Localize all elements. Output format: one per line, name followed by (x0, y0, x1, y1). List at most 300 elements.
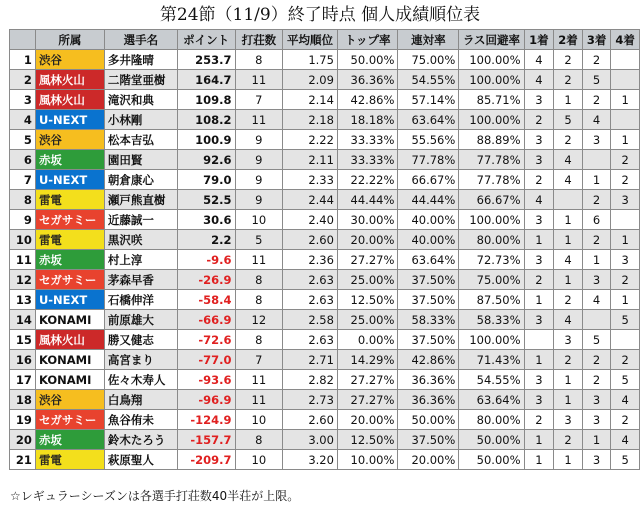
cell-1st: 4 (524, 70, 554, 90)
cell-games: 9 (235, 190, 283, 210)
cell-1st: 3 (524, 150, 554, 170)
cell-last-avoid-rate: 80.00% (459, 410, 524, 430)
cell-rank: 12 (10, 270, 36, 290)
cell-4th: 1 (611, 130, 640, 150)
cell-rentai-rate: 55.56% (398, 130, 459, 150)
cell-games: 8 (235, 430, 283, 450)
cell-rentai-rate: 36.36% (398, 370, 459, 390)
cell-player: 瀬戸熊直樹 (104, 190, 177, 210)
cell-4th (611, 210, 640, 230)
table-row (10, 290, 640, 310)
cell-2nd: 4 (554, 310, 583, 330)
cell-player: 近藤誠一 (104, 210, 177, 230)
cell-2nd: 2 (554, 430, 583, 450)
cell-player: 滝沢和典 (104, 90, 177, 110)
cell-rentai-rate: 36.36% (398, 390, 459, 410)
cell-1st: 3 (524, 210, 554, 230)
cell-top-rate: 20.00% (337, 410, 397, 430)
cell-avg-rank: 2.11 (283, 150, 338, 170)
table-row (10, 110, 640, 130)
cell-avg-rank: 3.00 (283, 430, 338, 450)
cell-last-avoid-rate: 100.00% (459, 330, 524, 350)
cell-team: 雷電 (35, 230, 104, 250)
cell-4th (611, 70, 640, 90)
cell-games: 9 (235, 150, 283, 170)
cell-3rd: 2 (582, 50, 611, 70)
footnote: ☆レギュラーシーズンは各選手打荘数40半荘が上限。 (10, 489, 300, 503)
cell-3rd: 2 (582, 90, 611, 110)
table-row (10, 390, 640, 410)
cell-points: -124.9 (177, 410, 235, 430)
cell-2nd: 1 (554, 390, 583, 410)
cell-player: 佐々木寿人 (104, 370, 177, 390)
cell-top-rate: 27.27% (337, 370, 397, 390)
cell-rentai-rate: 63.64% (398, 250, 459, 270)
cell-2nd: 3 (554, 410, 583, 430)
cell-team: 赤坂 (35, 430, 104, 450)
table-row (10, 410, 640, 430)
cell-avg-rank: 2.71 (283, 350, 338, 370)
cell-last-avoid-rate: 80.00% (459, 230, 524, 250)
cell-top-rate: 18.18% (337, 110, 397, 130)
cell-3rd: 4 (582, 110, 611, 130)
cell-points: -66.9 (177, 310, 235, 330)
cell-3rd: 3 (582, 130, 611, 150)
cell-points: 79.0 (177, 170, 235, 190)
cell-team: KONAMI (35, 370, 104, 390)
cell-3rd: 1 (582, 250, 611, 270)
cell-last-avoid-rate: 58.33% (459, 310, 524, 330)
cell-1st: 2 (524, 110, 554, 130)
cell-games: 8 (235, 50, 283, 70)
table-row (10, 130, 640, 150)
cell-last-avoid-rate: 71.43% (459, 350, 524, 370)
cell-points: 100.9 (177, 130, 235, 150)
cell-avg-rank: 2.82 (283, 370, 338, 390)
table-row (10, 170, 640, 190)
table-row (10, 190, 640, 210)
cell-points: -96.9 (177, 390, 235, 410)
cell-top-rate: 10.00% (337, 450, 397, 470)
cell-games: 11 (235, 70, 283, 90)
cell-3rd: 2 (582, 370, 611, 390)
cell-games: 10 (235, 450, 283, 470)
cell-4th: 5 (611, 310, 640, 330)
cell-3rd: 4 (582, 290, 611, 310)
cell-points: -77.0 (177, 350, 235, 370)
cell-2nd: 1 (554, 90, 583, 110)
cell-4th: 1 (611, 230, 640, 250)
cell-games: 11 (235, 390, 283, 410)
cell-last-avoid-rate: 100.00% (459, 70, 524, 90)
cell-points: 164.7 (177, 70, 235, 90)
cell-team: 風林火山 (35, 70, 104, 90)
cell-rentai-rate: 50.00% (398, 410, 459, 430)
cell-avg-rank: 2.60 (283, 410, 338, 430)
cell-avg-rank: 2.22 (283, 130, 338, 150)
cell-last-avoid-rate: 88.89% (459, 130, 524, 150)
cell-4th (611, 110, 640, 130)
cell-3rd (582, 150, 611, 170)
cell-3rd (582, 310, 611, 330)
cell-top-rate: 20.00% (337, 230, 397, 250)
cell-rank: 16 (10, 350, 36, 370)
cell-player: 萩原聖人 (104, 450, 177, 470)
cell-top-rate: 22.22% (337, 170, 397, 190)
table-header-row (10, 30, 640, 50)
cell-avg-rank: 3.20 (283, 450, 338, 470)
cell-2nd: 4 (554, 150, 583, 170)
cell-team: U-NEXT (35, 290, 104, 310)
cell-top-rate: 27.27% (337, 390, 397, 410)
header-avg-rank: 平均順位 (283, 30, 338, 50)
cell-team: 渋谷 (35, 130, 104, 150)
cell-last-avoid-rate: 54.55% (459, 370, 524, 390)
cell-last-avoid-rate: 100.00% (459, 50, 524, 70)
cell-2nd: 1 (554, 230, 583, 250)
cell-avg-rank: 2.58 (283, 310, 338, 330)
cell-1st: 4 (524, 50, 554, 70)
cell-1st: 3 (524, 390, 554, 410)
cell-last-avoid-rate: 87.50% (459, 290, 524, 310)
cell-rank: 6 (10, 150, 36, 170)
cell-rank: 10 (10, 230, 36, 250)
cell-games: 11 (235, 250, 283, 270)
header-team: 所属 (35, 30, 104, 50)
cell-last-avoid-rate: 85.71% (459, 90, 524, 110)
cell-player: 松本吉弘 (104, 130, 177, 150)
cell-2nd: 4 (554, 170, 583, 190)
cell-player: 茅森早香 (104, 270, 177, 290)
header-1st: 1着 (524, 30, 554, 50)
cell-last-avoid-rate: 77.78% (459, 170, 524, 190)
cell-1st: 3 (524, 130, 554, 150)
cell-rank: 2 (10, 70, 36, 90)
cell-team: KONAMI (35, 350, 104, 370)
page-title: 第24節（11/9）終了時点 個人成績順位表 (159, 5, 481, 25)
cell-avg-rank: 2.18 (283, 110, 338, 130)
cell-4th: 3 (611, 190, 640, 210)
cell-last-avoid-rate: 66.67% (459, 190, 524, 210)
cell-player: 勝又健志 (104, 330, 177, 350)
cell-last-avoid-rate: 100.00% (459, 210, 524, 230)
cell-player: 石橋伸洋 (104, 290, 177, 310)
cell-player: 黒沢咲 (104, 230, 177, 250)
table-row (10, 430, 640, 450)
cell-player: 園田賢 (104, 150, 177, 170)
cell-3rd: 2 (582, 190, 611, 210)
cell-4th: 2 (611, 170, 640, 190)
ranking-table (9, 29, 640, 470)
cell-top-rate: 42.86% (337, 90, 397, 110)
table-row (10, 350, 640, 370)
cell-games: 10 (235, 410, 283, 430)
cell-avg-rank: 2.44 (283, 190, 338, 210)
cell-avg-rank: 1.75 (283, 50, 338, 70)
cell-rank: 20 (10, 430, 36, 450)
cell-2nd: 1 (554, 270, 583, 290)
table-row (10, 70, 640, 90)
cell-avg-rank: 2.40 (283, 210, 338, 230)
cell-3rd: 3 (582, 410, 611, 430)
cell-games: 9 (235, 130, 283, 150)
header-top-rate: トップ率 (337, 30, 397, 50)
cell-last-avoid-rate: 75.00% (459, 270, 524, 290)
cell-rentai-rate: 20.00% (398, 450, 459, 470)
cell-1st: 1 (524, 350, 554, 370)
cell-3rd: 1 (582, 170, 611, 190)
cell-4th (611, 330, 640, 350)
cell-1st: 3 (524, 310, 554, 330)
cell-rank: 4 (10, 110, 36, 130)
cell-team: 雷電 (35, 190, 104, 210)
cell-2nd (554, 190, 583, 210)
cell-4th: 2 (611, 270, 640, 290)
cell-1st (524, 330, 554, 350)
cell-rentai-rate: 57.14% (398, 90, 459, 110)
cell-rentai-rate: 58.33% (398, 310, 459, 330)
cell-rank: 21 (10, 450, 36, 470)
cell-top-rate: 30.00% (337, 210, 397, 230)
cell-1st: 1 (524, 230, 554, 250)
cell-team: 渋谷 (35, 390, 104, 410)
table-row (10, 450, 640, 470)
cell-3rd: 2 (582, 230, 611, 250)
cell-top-rate: 25.00% (337, 270, 397, 290)
cell-2nd: 1 (554, 370, 583, 390)
cell-top-rate: 27.27% (337, 250, 397, 270)
cell-4th: 1 (611, 90, 640, 110)
cell-rank: 9 (10, 210, 36, 230)
cell-top-rate: 12.50% (337, 430, 397, 450)
cell-1st: 2 (524, 410, 554, 430)
cell-avg-rank: 2.33 (283, 170, 338, 190)
cell-team: U-NEXT (35, 170, 104, 190)
cell-1st: 1 (524, 450, 554, 470)
cell-games: 8 (235, 290, 283, 310)
cell-top-rate: 12.50% (337, 290, 397, 310)
cell-2nd: 4 (554, 250, 583, 270)
cell-points: 30.6 (177, 210, 235, 230)
table-row (10, 250, 640, 270)
cell-points: 108.2 (177, 110, 235, 130)
cell-3rd: 3 (582, 450, 611, 470)
cell-player: 小林剛 (104, 110, 177, 130)
cell-1st: 2 (524, 170, 554, 190)
cell-games: 11 (235, 370, 283, 390)
cell-4th: 5 (611, 370, 640, 390)
cell-points: -157.7 (177, 430, 235, 450)
cell-rentai-rate: 37.50% (398, 430, 459, 450)
cell-1st: 1 (524, 290, 554, 310)
cell-3rd: 5 (582, 330, 611, 350)
cell-3rd: 2 (582, 350, 611, 370)
cell-top-rate: 0.00% (337, 330, 397, 350)
cell-rank: 13 (10, 290, 36, 310)
cell-4th: 5 (611, 450, 640, 470)
cell-top-rate: 33.33% (337, 150, 397, 170)
cell-rentai-rate: 37.50% (398, 270, 459, 290)
header-rank (10, 30, 36, 50)
cell-rentai-rate: 77.78% (398, 150, 459, 170)
cell-games: 8 (235, 270, 283, 290)
cell-rentai-rate: 54.55% (398, 70, 459, 90)
cell-games: 8 (235, 330, 283, 350)
cell-team: 赤坂 (35, 250, 104, 270)
cell-points: -58.4 (177, 290, 235, 310)
cell-1st: 4 (524, 190, 554, 210)
cell-rentai-rate: 40.00% (398, 230, 459, 250)
table-row (10, 230, 640, 250)
cell-points: -209.7 (177, 450, 235, 470)
cell-2nd: 1 (554, 210, 583, 230)
cell-2nd: 1 (554, 450, 583, 470)
cell-points: 253.7 (177, 50, 235, 70)
table-row (10, 210, 640, 230)
cell-player: 高宮まり (104, 350, 177, 370)
cell-3rd: 1 (582, 430, 611, 450)
cell-3rd: 3 (582, 270, 611, 290)
cell-top-rate: 33.33% (337, 130, 397, 150)
header-player: 選手名 (104, 30, 177, 50)
cell-top-rate: 44.44% (337, 190, 397, 210)
cell-points: 92.6 (177, 150, 235, 170)
cell-avg-rank: 2.63 (283, 270, 338, 290)
cell-team: セガサミー (35, 270, 104, 290)
cell-rank: 1 (10, 50, 36, 70)
cell-4th: 1 (611, 290, 640, 310)
cell-top-rate: 25.00% (337, 310, 397, 330)
header-rentai-rate: 連対率 (398, 30, 459, 50)
cell-last-avoid-rate: 77.78% (459, 150, 524, 170)
cell-player: 朝倉康心 (104, 170, 177, 190)
table-row (10, 50, 640, 70)
cell-4th: 2 (611, 350, 640, 370)
cell-rentai-rate: 66.67% (398, 170, 459, 190)
cell-team: セガサミー (35, 410, 104, 430)
cell-points: -93.6 (177, 370, 235, 390)
table-row (10, 90, 640, 110)
cell-last-avoid-rate: 50.00% (459, 450, 524, 470)
header-3rd: 3着 (582, 30, 611, 50)
table-row (10, 150, 640, 170)
cell-4th: 3 (611, 250, 640, 270)
cell-2nd: 2 (554, 130, 583, 150)
cell-player: 鈴木たろう (104, 430, 177, 450)
cell-team: 渋谷 (35, 50, 104, 70)
cell-top-rate: 50.00% (337, 50, 397, 70)
cell-player: 前原雄大 (104, 310, 177, 330)
cell-rentai-rate: 75.00% (398, 50, 459, 70)
cell-2nd: 5 (554, 110, 583, 130)
cell-points: -9.6 (177, 250, 235, 270)
cell-top-rate: 36.36% (337, 70, 397, 90)
cell-avg-rank: 2.63 (283, 330, 338, 350)
cell-rentai-rate: 37.50% (398, 290, 459, 310)
cell-4th: 4 (611, 390, 640, 410)
cell-points: -72.6 (177, 330, 235, 350)
cell-rentai-rate: 42.86% (398, 350, 459, 370)
cell-3rd: 3 (582, 390, 611, 410)
cell-team: セガサミー (35, 210, 104, 230)
header-points: ポイント (177, 30, 235, 50)
cell-last-avoid-rate: 100.00% (459, 110, 524, 130)
cell-2nd: 2 (554, 50, 583, 70)
cell-1st: 2 (524, 270, 554, 290)
cell-rentai-rate: 40.00% (398, 210, 459, 230)
cell-rank: 17 (10, 370, 36, 390)
table-body (10, 50, 640, 470)
table-row (10, 310, 640, 330)
cell-player: 魚谷侑未 (104, 410, 177, 430)
cell-games: 11 (235, 110, 283, 130)
cell-rank: 3 (10, 90, 36, 110)
cell-2nd: 2 (554, 290, 583, 310)
cell-team: 雷電 (35, 450, 104, 470)
cell-rentai-rate: 63.64% (398, 110, 459, 130)
cell-1st: 3 (524, 90, 554, 110)
cell-rank: 5 (10, 130, 36, 150)
cell-4th: 4 (611, 430, 640, 450)
cell-games: 12 (235, 310, 283, 330)
cell-rank: 7 (10, 170, 36, 190)
cell-2nd: 3 (554, 330, 583, 350)
cell-avg-rank: 2.63 (283, 290, 338, 310)
cell-1st: 3 (524, 250, 554, 270)
cell-2nd: 2 (554, 70, 583, 90)
cell-3rd: 5 (582, 70, 611, 90)
cell-player: 村上淳 (104, 250, 177, 270)
cell-team: 風林火山 (35, 330, 104, 350)
cell-4th (611, 50, 640, 70)
cell-rentai-rate: 44.44% (398, 190, 459, 210)
cell-1st: 3 (524, 370, 554, 390)
cell-avg-rank: 2.60 (283, 230, 338, 250)
header-games: 打荘数 (235, 30, 283, 50)
cell-avg-rank: 2.14 (283, 90, 338, 110)
cell-points: 2.2 (177, 230, 235, 250)
cell-rank: 11 (10, 250, 36, 270)
cell-games: 9 (235, 170, 283, 190)
cell-points: 109.8 (177, 90, 235, 110)
cell-1st: 1 (524, 430, 554, 450)
header-2nd: 2着 (554, 30, 583, 50)
cell-last-avoid-rate: 50.00% (459, 430, 524, 450)
table-row (10, 370, 640, 390)
cell-team: KONAMI (35, 310, 104, 330)
table-row (10, 270, 640, 290)
cell-games: 10 (235, 210, 283, 230)
cell-3rd: 6 (582, 210, 611, 230)
cell-player: 白鳥翔 (104, 390, 177, 410)
cell-4th: 2 (611, 410, 640, 430)
cell-avg-rank: 2.36 (283, 250, 338, 270)
cell-top-rate: 14.29% (337, 350, 397, 370)
cell-rank: 18 (10, 390, 36, 410)
cell-4th: 2 (611, 150, 640, 170)
cell-avg-rank: 2.09 (283, 70, 338, 90)
header-last-avoid-rate: ラス回避率 (459, 30, 524, 50)
table-row (10, 330, 640, 350)
cell-points: -26.9 (177, 270, 235, 290)
cell-team: U-NEXT (35, 110, 104, 130)
cell-team: 風林火山 (35, 90, 104, 110)
cell-rank: 8 (10, 190, 36, 210)
cell-team: 赤坂 (35, 150, 104, 170)
cell-points: 52.5 (177, 190, 235, 210)
cell-player: 多井隆晴 (104, 50, 177, 70)
header-4th: 4着 (611, 30, 640, 50)
